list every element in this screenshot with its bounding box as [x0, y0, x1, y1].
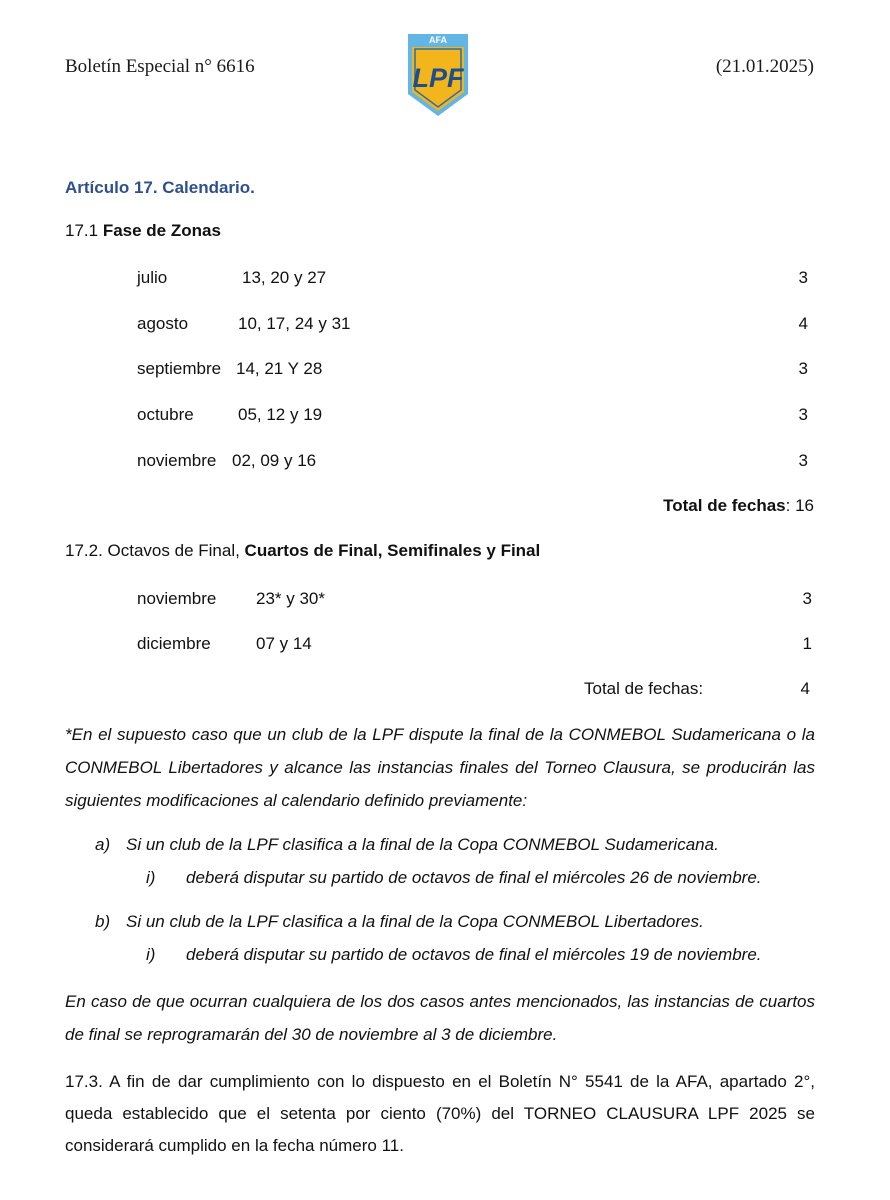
- case-a-text: Si un club de la LPF clasifica a la final de la Copa CONMEBOL Sudamericana.: [126, 835, 719, 854]
- section-2-title: Cuartos de Final, Semifinales y Final: [244, 541, 541, 560]
- row-1-dates: 13, 20 y 27: [242, 268, 327, 287]
- section-2-total-value: 4: [800, 679, 810, 698]
- row-5-dates: 02, 09 y 16: [232, 451, 317, 470]
- case-a-sub-marker: i): [146, 868, 156, 887]
- row-4-count: 3: [798, 405, 808, 424]
- row-3-month: septiembre: [137, 359, 222, 378]
- section-1-title: Fase de Zonas: [102, 221, 221, 240]
- section-2-number: 17.2. Octavos de Final,: [65, 541, 245, 560]
- logo-afa-text: AFA: [429, 35, 447, 45]
- row-2-count: 4: [798, 314, 808, 333]
- case-b-marker: b): [95, 912, 111, 931]
- row-5-count: 3: [798, 451, 808, 470]
- row-4-dates: 05, 12 y 19: [238, 405, 323, 424]
- row-1-count: 3: [798, 268, 808, 287]
- section-2-total-label: Total de fechas:: [584, 679, 704, 698]
- row-7-month: diciembre: [137, 634, 211, 653]
- row-3-dates: 14, 21 Y 28: [236, 359, 323, 378]
- lpf-logo: [404, 30, 472, 120]
- logo-lpf-text: LPF: [412, 63, 464, 93]
- row-6-count: 3: [802, 589, 812, 608]
- case-b-sub-marker: i): [146, 945, 156, 964]
- bulletin-date: (21.01.2025): [715, 56, 814, 77]
- row-2-dates: 10, 17, 24 y 31: [238, 314, 351, 333]
- row-6-dates: 23* y 30*: [256, 589, 325, 608]
- case-a-marker: a): [95, 835, 111, 854]
- row-7-count: 1: [802, 634, 812, 653]
- closing-paragraph: En caso de que ocurran cualquiera de los dos casos antes mencionados, las instancias de cuartos de final se reprogramarán del 30 de noviembre al 3 de diciembre.: [65, 992, 815, 1044]
- section-1-total-label: Total de fechas: [663, 496, 786, 515]
- section-1-total: [663, 495, 814, 517]
- section-3-paragraph: 17.3. A fin de dar cumplimiento con lo dispuesto en el Boletín N° 5541 de la AFA, apartado 2°, queda establecido que el setenta por ciento (70%) del TORNEO CLAUSURA LPF 2025 se considerará cumplido en la fecha número 11.: [65, 1072, 815, 1155]
- row-1-month: julio: [137, 268, 168, 287]
- row-2-month: agosto: [137, 314, 189, 333]
- section-1-number: 17.1: [65, 221, 99, 240]
- row-4-month: octubre: [137, 405, 194, 424]
- row-3-count: 3: [798, 359, 808, 378]
- case-b-sub-text: deberá disputar su partido de octavos de final el miércoles 19 de noviembre.: [186, 945, 762, 964]
- section-1-heading: [65, 220, 221, 242]
- bulletin-number: Boletín Especial n° 6616: [65, 56, 255, 77]
- case-a-sub-text: deberá disputar su partido de octavos de final el miércoles 26 de noviembre.: [186, 868, 762, 887]
- article-title: Artículo 17. Calendario.: [65, 178, 255, 197]
- row-7-dates: 07 y 14: [256, 634, 312, 653]
- section-2-heading: [65, 540, 540, 562]
- row-6-month: noviembre: [137, 589, 217, 608]
- section-1-total-value: : 16: [785, 496, 814, 515]
- row-5-month: noviembre: [137, 451, 217, 470]
- case-b-text: Si un club de la LPF clasifica a la final de la Copa CONMEBOL Libertadores.: [126, 912, 704, 931]
- footnote-paragraph: *En el supuesto caso que un club de la LPF dispute la final de la CONMEBOL Sudamericana o la CONMEBOL Libertadores y alcance las instancias finales del Torneo Clausura, se producirán las siguientes modificaciones al calendario definido previamente:: [65, 725, 815, 810]
